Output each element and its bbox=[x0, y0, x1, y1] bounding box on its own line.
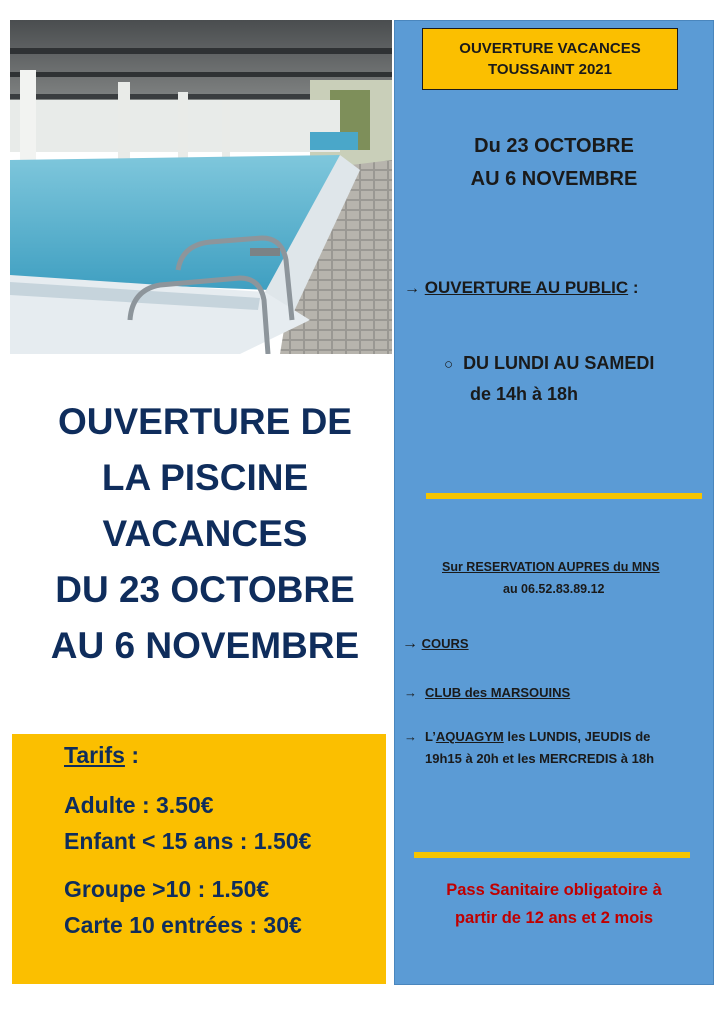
arrow-icon: → bbox=[404, 280, 420, 297]
panel-dates bbox=[394, 130, 714, 196]
info-panel bbox=[394, 20, 714, 985]
tarif-enfant: Enfant < 15 ans : 1.50€ bbox=[64, 828, 312, 854]
arrow-icon: → bbox=[402, 635, 418, 652]
yellow-divider-1 bbox=[426, 493, 702, 499]
bullet-circle-icon: ○ bbox=[444, 356, 454, 373]
pass-sanitaire-notice bbox=[394, 876, 714, 932]
tarifs-heading-word: Tarifs bbox=[64, 742, 125, 768]
yellow-divider-2 bbox=[414, 852, 690, 858]
aquagym-schedule-1: les LUNDIS, JEUDIS de bbox=[503, 729, 651, 744]
tarif-groupe: Groupe >10 : 1.50€ bbox=[64, 876, 270, 902]
cours-item bbox=[402, 635, 469, 653]
aquagym-label: AQUAGYM bbox=[435, 729, 504, 744]
tarifs-heading bbox=[64, 742, 139, 769]
title-line-3: VACANCES bbox=[102, 513, 308, 554]
arrow-icon: → bbox=[404, 729, 417, 744]
tarifs-box bbox=[12, 734, 386, 984]
title-line-2: LA PISCINE bbox=[101, 457, 309, 498]
aquagym-item bbox=[404, 729, 650, 744]
panel-date-line-1: Du 23 OCTOBRE bbox=[474, 135, 634, 157]
reservation-phone: au 06.52.83.89.12 bbox=[503, 582, 605, 596]
pool-photo bbox=[10, 20, 392, 354]
title-line-4: DU 23 OCTOBRE bbox=[55, 569, 355, 610]
aquagym-schedule-2: 19h15 à 20h et les MERCREDIS à 18h bbox=[425, 751, 655, 766]
opening-banner bbox=[422, 28, 678, 90]
tarifs-heading-suffix: : bbox=[124, 742, 139, 768]
main-title bbox=[22, 394, 388, 674]
banner-line-2: TOUSSAINT 2021 bbox=[488, 61, 612, 78]
schedule-hours: de 14h à 18h bbox=[470, 384, 579, 404]
title-line-1: OUVERTURE DE bbox=[58, 401, 352, 442]
banner-line-1: OUVERTURE VACANCES bbox=[459, 40, 641, 57]
pass-line-1: Pass Sanitaire obligatoire à bbox=[446, 881, 662, 899]
club-label: CLUB des MARSOUINS bbox=[425, 685, 571, 700]
aquagym-prefix: L’ bbox=[425, 729, 436, 744]
tarif-adulte: Adulte : 3.50€ bbox=[64, 792, 214, 818]
tarif-carte: Carte 10 entrées : 30€ bbox=[64, 912, 302, 938]
schedule-days-row bbox=[444, 353, 654, 374]
panel-date-line-2: AU 6 NOVEMBRE bbox=[470, 168, 638, 190]
reservation-text: Sur RESERVATION AUPRES du MNS bbox=[442, 560, 660, 574]
club-item bbox=[404, 685, 570, 700]
arrow-icon: → bbox=[404, 685, 417, 700]
public-opening-heading bbox=[404, 278, 639, 298]
public-opening-label: OUVERTURE AU PUBLIC bbox=[424, 278, 629, 297]
cours-label: COURS bbox=[421, 636, 469, 651]
schedule-days: DU LUNDI AU SAMEDI bbox=[463, 353, 655, 373]
title-line-5: AU 6 NOVEMBRE bbox=[50, 625, 360, 666]
public-opening-suffix: : bbox=[628, 278, 639, 297]
pass-line-2: partir de 12 ans et 2 mois bbox=[454, 909, 654, 927]
pool-illustration bbox=[10, 20, 392, 354]
